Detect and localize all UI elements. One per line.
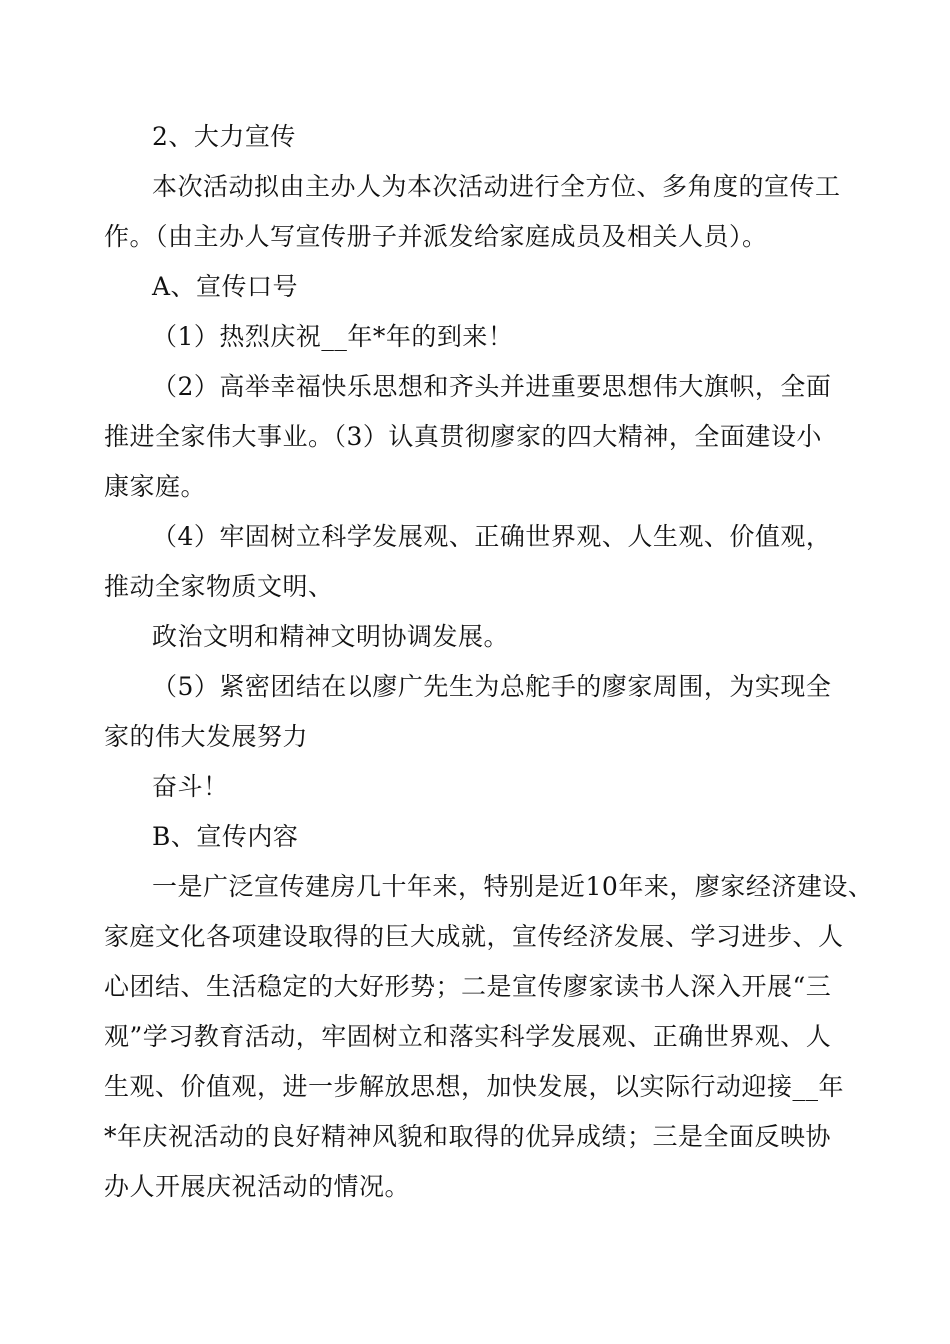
paragraph-line: 推进全家伟大事业。（3）认真贯彻廖家的四大精神，全面建设小: [104, 422, 822, 451]
paragraph-line: 心团结、生活稳定的大好形势；二是宣传廖家读书人深入开展“三: [104, 972, 832, 1001]
paragraph-line: 作。（由主办人写宣传册子并派发给家庭成员及相关人员）。: [104, 222, 768, 251]
paragraph-line: 政治文明和精神文明协调发展。: [152, 622, 510, 651]
paragraph-line: 家的伟大发展努力: [104, 722, 309, 751]
paragraph-line: 办人开展庆祝活动的情况。: [104, 1172, 411, 1201]
slogan-item: （5）紧密团结在以廖广先生为总舵手的廖家周围，为实现全: [152, 672, 832, 701]
paragraph-line: 康家庭。: [104, 472, 207, 501]
paragraph-line: 观”学习教育活动，牢固树立和落实科学发展观、正确世界观、人: [104, 1022, 832, 1051]
paragraph-line: 奋斗！: [152, 772, 229, 801]
paragraph-line: 本次活动拟由主办人为本次活动进行全方位、多角度的宣传工: [152, 172, 841, 201]
subheading-slogans: A、宣传口号: [152, 272, 299, 301]
paragraph-line: 家庭文化各项建设取得的巨大成就，宣传经济发展、学习进步、人: [104, 922, 844, 951]
subheading-content: B、宣传内容: [152, 822, 299, 851]
slogan-item: （4）牢固树立科学发展观、正确世界观、人生观、价值观，: [152, 522, 832, 551]
paragraph-line: *年庆祝活动的良好精神风貌和取得的优异成绩；三是全面反映协: [104, 1122, 832, 1151]
paragraph-line: 一是广泛宣传建房几十年来，特别是近10年来，廖家经济建设、: [152, 872, 874, 901]
paragraph-line: 生观、价值观，进一步解放思想，加快发展，以实际行动迎接__年: [104, 1072, 845, 1101]
slogan-item: （1）热烈庆祝__年*年的到来！: [152, 322, 514, 351]
section-heading-publicity: 2、大力宣传: [152, 122, 296, 151]
paragraph-line: 推动全家物质文明、: [104, 572, 334, 601]
slogan-item: （2）高举幸福快乐思想和齐头并进重要思想伟大旗帜，全面: [152, 372, 832, 401]
